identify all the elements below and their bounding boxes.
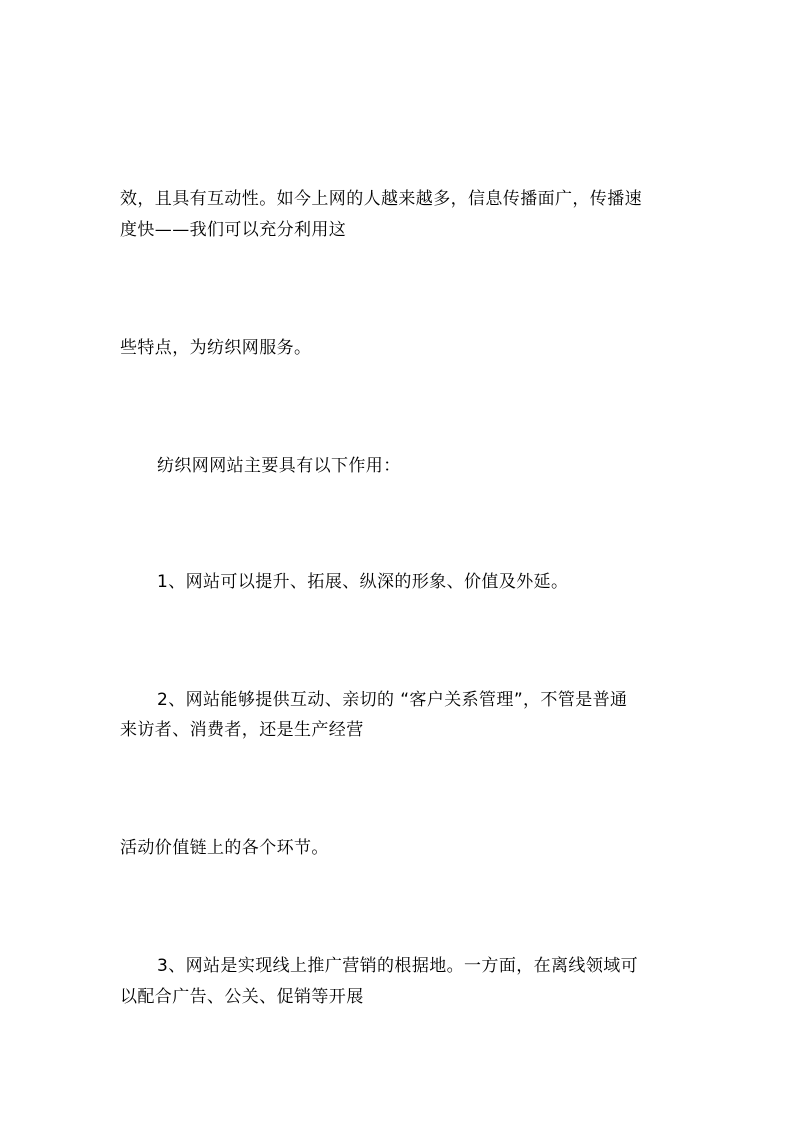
paragraph-line: 度快——我们可以充分利用这 xyxy=(120,220,347,240)
list-item: 3、网站是实现线上推广营销的根据地。一方面，在离线领域可 xyxy=(157,956,639,976)
list-item: 2、网站能够提供互动、亲切的 “客户关系管理”，不管是普通 xyxy=(157,690,628,710)
list-item: 1、网站可以提升、拓展、纵深的形象、价值及外延。 xyxy=(157,572,569,592)
paragraph-line: 效，且具有互动性。如今上网的人越来越多，信息传播面广，传播速 xyxy=(120,189,642,209)
paragraph-line: 来访者、消费者，还是生产经营 xyxy=(120,720,364,740)
section-intro: 纺织网网站主要具有以下作用： xyxy=(157,456,401,476)
paragraph-line: 些特点，为纺织网服务。 xyxy=(120,338,312,358)
paragraph-line: 活动价值链上的各个环节。 xyxy=(120,838,329,858)
paragraph-line: 以配合广告、公关、促销等开展 xyxy=(120,987,364,1007)
